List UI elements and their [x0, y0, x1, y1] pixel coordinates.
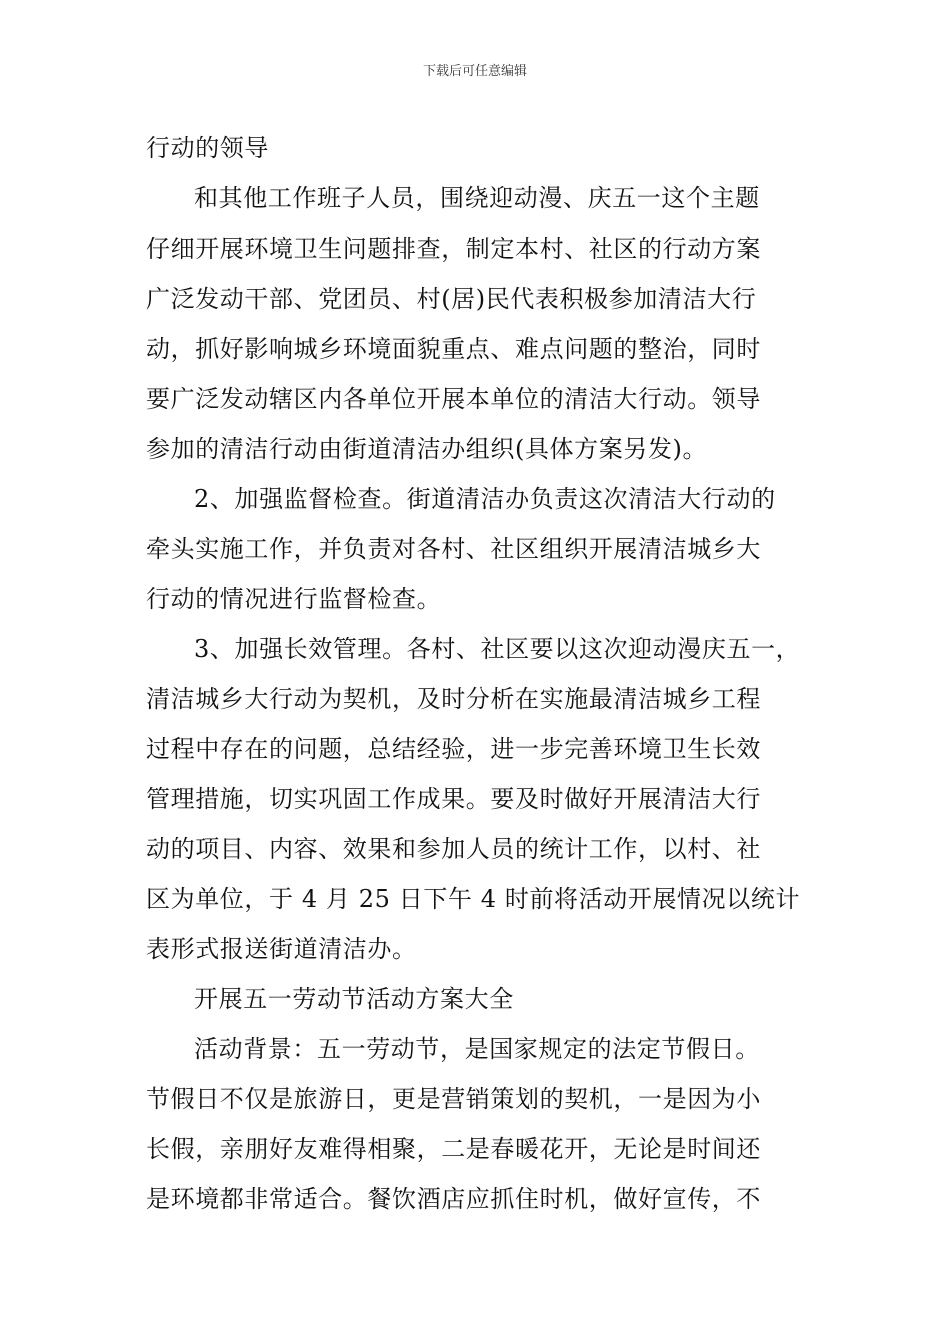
text-line: 行动的领导 [146, 134, 269, 162]
paragraph-first-line: 和其他工作班子人员，围绕迎动漫、庆五一这个主题 [194, 184, 760, 212]
text-line: 牵头实施工作，并负责对各村、社区组织开展清洁城乡大 [146, 535, 761, 563]
text-line: 清洁城乡大行动为契机，及时分析在实施最清洁城乡工程 [146, 685, 761, 713]
text-line: 管理措施，切实巩固工作成果。要及时做好开展清洁大行 [146, 785, 761, 813]
paragraph-first-line: 2、加强监督检查。街道清洁办负责这次清洁大行动的 [194, 485, 776, 513]
text-line: 动，抓好影响城乡环境面貌重点、难点问题的整治，同时 [146, 335, 761, 363]
text-line: 长假，亲朋好友难得相聚，二是春暖花开，无论是时间还 [146, 1135, 761, 1163]
section-heading: 开展五一劳动节活动方案大全 [194, 985, 514, 1013]
text-line: 要广泛发动辖区内各单位开展本单位的清洁大行动。领导 [146, 385, 761, 413]
text-line: 节假日不仅是旅游日，更是营销策划的契机，一是因为小 [146, 1085, 761, 1113]
text-line: 是环境都非常适合。餐饮酒店应抓住时机，做好宣传，不 [146, 1185, 761, 1213]
text-line: 仔细开展环境卫生问题排查，制定本村、社区的行动方案 [146, 235, 761, 263]
text-line: 广泛发动干部、党团员、村(居)民代表积极参加清洁大行 [146, 285, 757, 313]
text-line: 动的项目、内容、效果和参加人员的统计工作，以村、社 [146, 835, 761, 863]
text-line: 区为单位，于 4 月 25 日下午 4 时前将活动开展情况以统计 [146, 885, 801, 913]
page-header-note: 下载后可任意编辑 [422, 64, 527, 79]
paragraph-first-line: 活动背景：五一劳动节，是国家规定的法定节假日。 [194, 1035, 760, 1063]
paragraph-first-line: 3、加强长效管理。各村、社区要以这次迎动漫庆五一， [194, 635, 801, 663]
text-line: 过程中存在的问题，总结经验，进一步完善环境卫生长效 [146, 735, 761, 763]
text-line: 表形式报送街道清洁办。 [146, 935, 417, 963]
text-line: 参加的清洁行动由街道清洁办组织(具体方案另发)。 [146, 435, 708, 463]
text-line: 行动的情况进行监督检查。 [146, 585, 442, 613]
